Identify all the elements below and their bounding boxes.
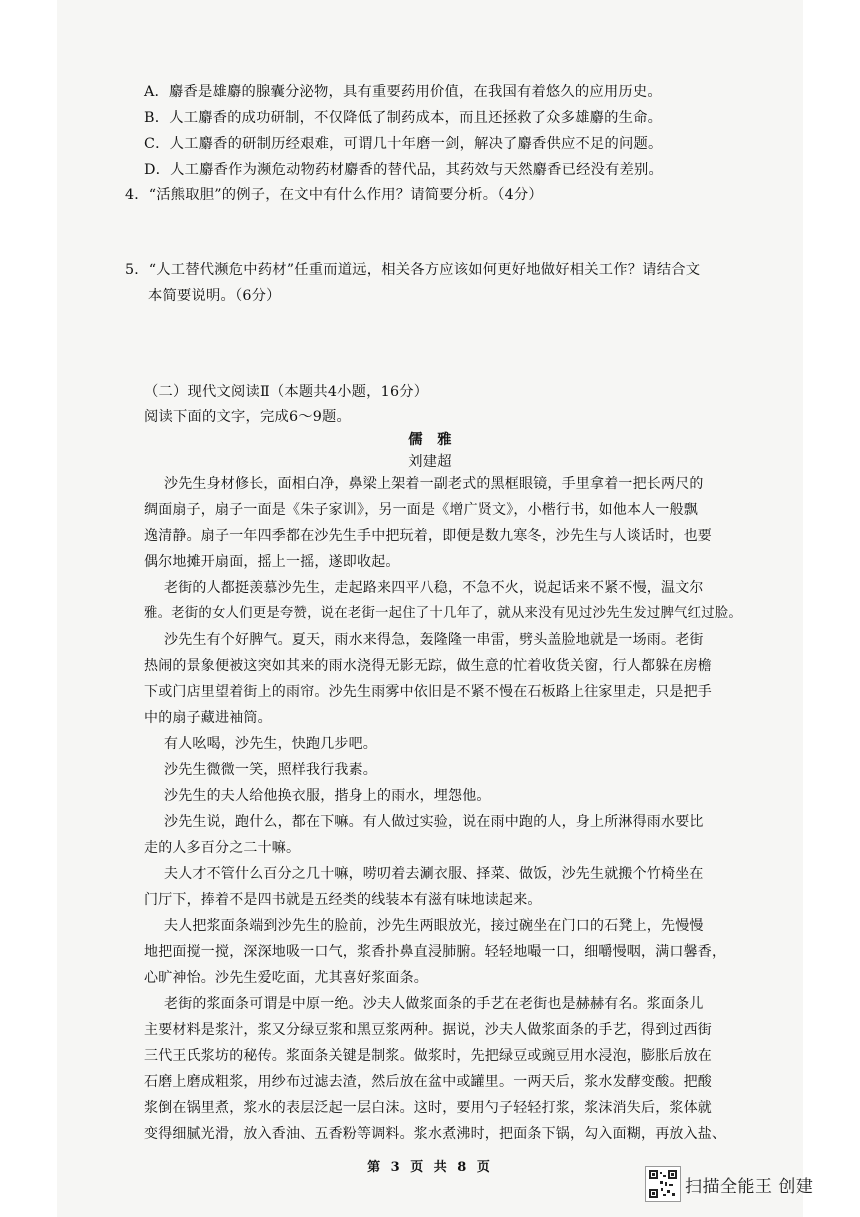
qr-code-icon: [645, 1166, 681, 1202]
body-line: 逸清静。扇子一年四季都在沙先生手中把玩着，即便是数九寒冬，沙先生与人谈话时，也要: [144, 528, 712, 544]
body-line: 夫人才不管什么百分之几十嘛，唠叨着去涮衣服、择菜、做饭，沙先生就搬个竹椅坐在: [164, 866, 704, 882]
section-heading: （二）现代文阅读Ⅱ（本题共4小题，16分）: [144, 384, 429, 400]
body-line: 沙先生有个好脾气。夏天，雨水来得急，轰隆隆一串雷，劈头盖脸地就是一场雨。老街: [164, 632, 704, 648]
body-line: 绸面扇子，扇子一面是《朱子家训》，另一面是《增广贤文》，小楷行书，如他本人一般飘: [144, 502, 698, 518]
option-b: B．人工麝香的成功研制，不仅降低了制药成本，而且还拯救了众多雄麝的生命。: [144, 110, 663, 126]
body-line: 主要材料是浆汁，浆又分绿豆浆和黑豆浆两种。据说，沙夫人做浆面条的手艺，得到过西街: [144, 1022, 712, 1038]
body-line: 偶尔地摊开扇面，摇上一摇，遂即收起。: [144, 554, 400, 570]
option-a: A．麝香是雄麝的腺囊分泌物，具有重要药用价值，在我国有着悠久的应用历史。: [144, 84, 662, 100]
section-instruction: 阅读下面的文字，完成6～9题。: [144, 409, 352, 425]
question-5-line2: 本简要说明。（6分）: [148, 288, 281, 304]
body-line: 地把面搅一搅，深深地吸一口气，浆香扑鼻直浸肺腑。轻轻地嘬一口，细嚼慢咽，满口馨香，: [144, 944, 727, 960]
body-line: 沙先生身材修长，面相白净，鼻梁上架着一副老式的黑框眼镜，手里拿着一把长两尺的: [164, 476, 704, 492]
body-line: 走的人多百分之二十嘛。: [144, 840, 301, 856]
body-line: 门厅下，捧着不是四书就是五经类的线装本有滋有味地读起来。: [144, 892, 542, 908]
question-5-line1: 5．“人工替代濒危中药材”任重而道远，相关各方应该如何更好地做好相关工作？请结合文: [125, 262, 701, 278]
body-line: 心旷神怡。沙先生爱吃面，尤其喜好浆面条。: [144, 970, 428, 986]
body-line: 夫人把浆面条端到沙先生的脸前，沙先生两眼放光，接过碗坐在门口的石凳上，先慢慢: [164, 918, 704, 934]
body-line: 沙先生的夫人给他换衣服，揩身上的雨水，埋怨他。: [164, 788, 491, 804]
body-line: 浆倒在锅里煮，浆水的表层泛起一层白沫。这时，要用勺子轻轻打浆，浆沫消失后，浆体就: [144, 1100, 712, 1116]
body-line: 石磨上磨成粗浆，用纱布过滤去渣，然后放在盆中或罐里。一两天后，浆水发酵变酸。把酸: [144, 1074, 712, 1090]
question-4: 4．“活熊取胆”的例子，在文中有什么作用？请简要分析。（4分）: [125, 187, 543, 203]
scanner-watermark: [645, 1166, 813, 1202]
article-title: 儒 雅: [408, 432, 452, 448]
body-line: 沙先生说，跑什么，都在下嘛。有人做过实验，说在雨中跑的人，身上所淋得雨水要比: [164, 814, 704, 830]
body-line: 雅。老街的女人们更是夸赞，说在老街一起住了十几年了，就从来没有见过沙先生发过脾气红过脸。: [144, 606, 742, 621]
scanner-watermark-text: 扫描全能王 创建: [685, 1176, 814, 1197]
article-author: 刘建超: [408, 454, 452, 470]
body-line: 三代王氏浆坊的秘传。浆面条关键是制浆。做浆时，先把绿豆或豌豆用水浸泡，膨胀后放在: [144, 1048, 712, 1064]
body-line: 沙先生微微一笑，照样我行我素。: [164, 762, 377, 778]
body-line: 老街的浆面条可谓是中原一绝。沙夫人做浆面条的手艺在老街也是赫赫有名。浆面条儿: [164, 996, 704, 1012]
page-number: 第 3 页 共 8 页: [367, 1160, 493, 1175]
body-line: 下或门店里望着街上的雨帘。沙先生雨雾中依旧是不紧不慢在石板路上往家里走，只是把手: [144, 684, 712, 700]
body-line: 中的扇子藏进袖筒。: [144, 710, 272, 726]
body-line: 热闹的景象便被这突如其来的雨水浇得无影无踪，做生意的忙着收货关窗，行人都躲在房檐: [144, 658, 712, 674]
option-c: C．人工麝香的研制历经艰难，可谓几十年磨一剑，解决了麝香供应不足的问题。: [144, 136, 663, 152]
body-line: 老街的人都挺羡慕沙先生，走起路来四平八稳，不急不火，说起话来不紧不慢，温文尔: [164, 580, 704, 596]
body-line: 有人吆喝，沙先生，快跑几步吧。: [164, 736, 377, 752]
body-line: 变得细腻光滑，放入香油、五香粉等调料。浆水煮沸时，把面条下锅，勾入面糊，再放入盐、: [144, 1126, 727, 1142]
option-d: D．人工麝香作为濒危动物药材麝香的替代品，其药效与天然麝香已经没有差别。: [144, 162, 664, 178]
